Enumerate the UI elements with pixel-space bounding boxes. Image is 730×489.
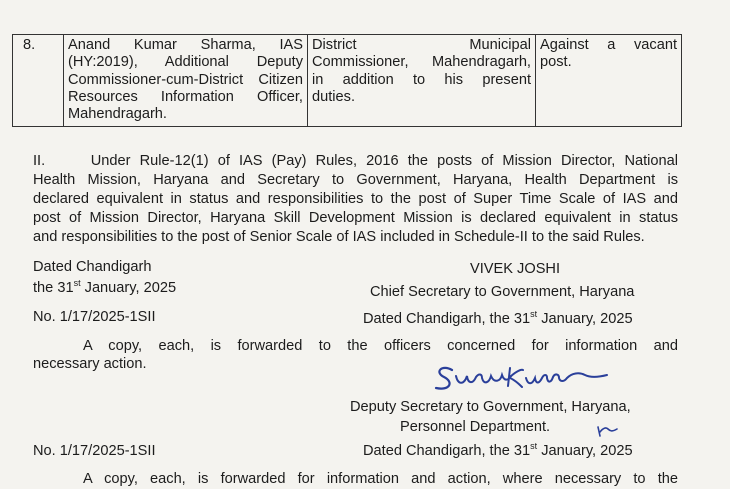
posting-line: District Municipal (312, 37, 531, 53)
officer-cell (64, 35, 308, 127)
posting-line: Commissioner, Mahendragarh, (312, 54, 531, 71)
table-row (13, 35, 682, 127)
date-text: Dated Chandigarh, the 31 (363, 443, 531, 459)
posting-table (12, 34, 682, 127)
dated-date (33, 280, 176, 296)
paragraph-line: and responsibilities to the post of Senior Scale of IAS included in Schedule-II to the said Rules. (33, 229, 645, 245)
paragraph-line: Health Mission, Haryana and Secretary to Government, Haryana, Health Department is (33, 172, 678, 188)
officer-line: Resources Information Officer, (68, 88, 303, 105)
officer-line: Anand Kumar Sharma, IAS (68, 37, 303, 53)
signatory-designation: Chief Secretary to Government, Haryana (370, 284, 635, 300)
posting-line: duties. (312, 88, 355, 105)
date-ordinal: st (530, 309, 538, 319)
paragraph-ii (33, 152, 678, 247)
officer-line: (HY:2019), Additional Deputy (68, 54, 303, 71)
remarks-cell (536, 35, 682, 127)
deputy-designation: Deputy Secretary to Government, Haryana, (350, 399, 631, 415)
endorsement-line: A copy, each, is forwarded to the officers concerned for information and (83, 338, 678, 354)
posting-line: in addition to his present (312, 71, 531, 88)
signatory-name: VIVEK JOSHI (470, 261, 561, 277)
endorsement2-date (363, 443, 633, 459)
date-text: January, 2025 (537, 443, 633, 459)
date-ordinal: st (530, 441, 538, 451)
deputy-department: Personnel Department. (400, 419, 551, 435)
date-ordinal: st (73, 278, 81, 288)
date-text: the 31 (33, 280, 74, 296)
paragraph-line: declared equivalent in status and responsibilities to the post of Super Time Scale of IAS and (33, 191, 678, 207)
posting-cell (308, 35, 536, 127)
paragraph-line: II. Under Rule-12(1) of IAS (Pay) Rules, 2016 the posts of Mission Director, National (33, 153, 678, 169)
endorsement-date (363, 311, 633, 327)
endorsement-number: No. 1/17/2025-1SII (33, 309, 156, 325)
endorsement-line: necessary action. (33, 356, 147, 372)
paragraph-line: post of Mission Director, Haryana Skill Development Mission is declared equivalent in status (33, 210, 678, 226)
officer-line: Mahendragarh. (68, 106, 167, 123)
remarks-line: Against a vacant (540, 37, 677, 53)
initials-mark (595, 423, 621, 443)
date-text: Dated Chandigarh, the 31 (363, 311, 531, 327)
endorsement2-number: No. 1/17/2025-1SII (33, 443, 156, 459)
remarks-line: post. (540, 54, 572, 71)
serial-number-cell (13, 35, 64, 127)
dated-place: Dated Chandigarh (33, 259, 152, 275)
endorsement2-text (33, 470, 678, 489)
endorsement-line: A copy, each, is forwarded for information and action, where necessary to the (83, 471, 678, 487)
deputy-signature (430, 360, 640, 400)
date-text: January, 2025 (80, 280, 177, 296)
officer-line: Commissioner-cum-District Citizen (68, 71, 303, 88)
serial-number: 8. (23, 37, 36, 53)
date-text: January, 2025 (537, 311, 633, 327)
